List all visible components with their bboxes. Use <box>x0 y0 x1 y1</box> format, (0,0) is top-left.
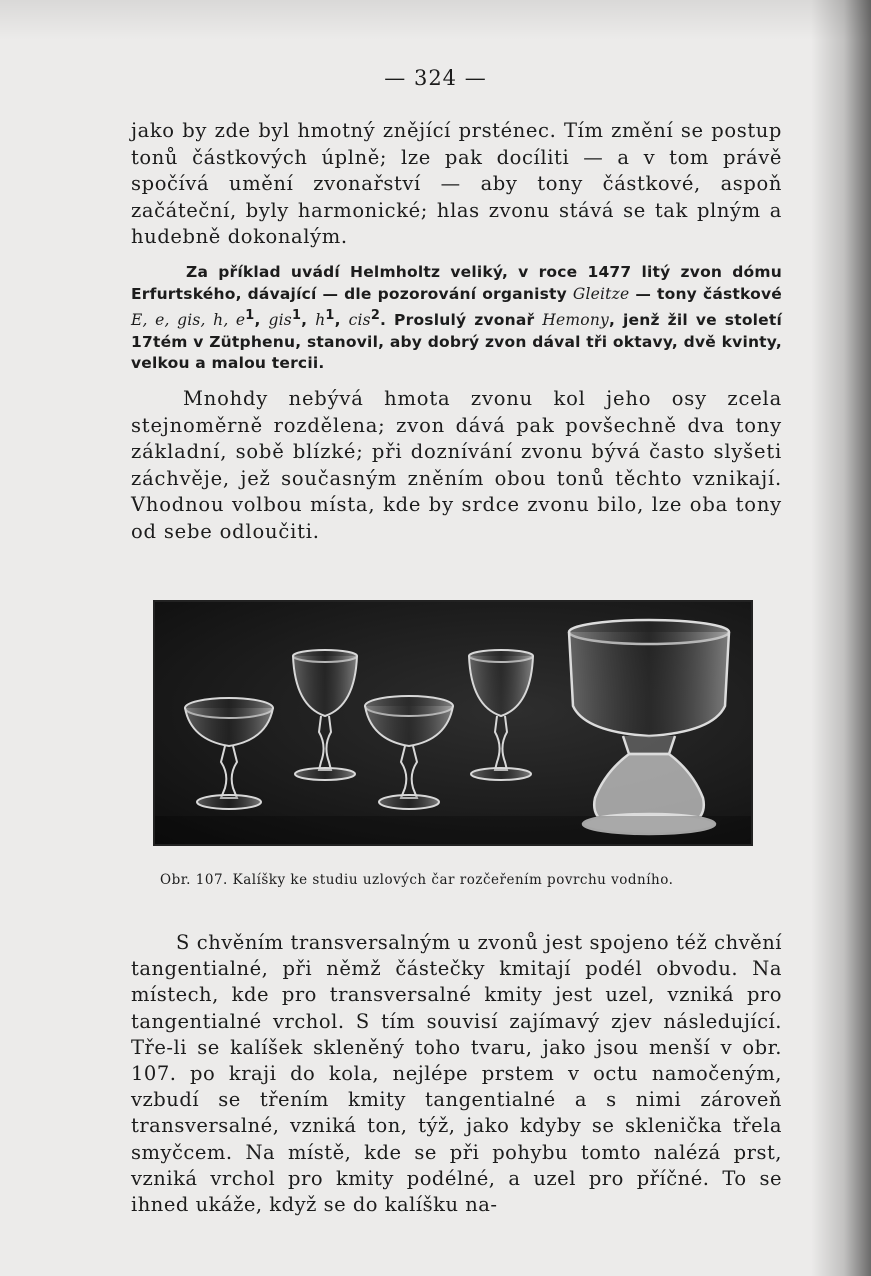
figure-caption: Obr. 107. Kalíšky ke studiu uzlových čar rozčeřením povrchu vodního. <box>160 872 674 888</box>
p2-italic-note: gis <box>268 311 292 330</box>
large-glass-bowl <box>569 620 729 834</box>
page-binding-shadow <box>811 0 871 1276</box>
p2-superscript: 2 <box>370 308 381 323</box>
coupe-glass-2 <box>365 696 453 809</box>
p2-italic-note: cis <box>348 311 371 330</box>
p2-italic-name: Hemony <box>542 311 609 330</box>
figure-107-photo <box>153 600 753 846</box>
paragraph-1: jako by zde byl hmotný znějící prsténec. Tím změní se postup tonů částkových úplně; lze pak docíliti — a v tom právě spočívá umění zvonařství — aby tony částkové, aspoň začáteční, byly harmonické; hlas zvonu stává se tak plným a hudebně dokonalým. <box>131 119 782 248</box>
p2-text: Za příklad uvádí Helmholtz veliký, v roce 1477 litý zvon dómu Erfurtského, dávající — dle pozorování organisty <box>131 263 782 303</box>
wine-glass-1 <box>293 650 357 780</box>
p2-italic-note: h <box>315 311 326 330</box>
p2-superscript: 1 <box>325 308 335 323</box>
coupe-glass-1 <box>185 698 273 809</box>
p2-text: . Proslulý zvonař <box>380 311 543 330</box>
p2-text: , <box>254 311 269 330</box>
paragraph-3: Mnohdy nebývá hmota zvonu kol jeho osy zcela stejnoměrně rozdělena; zvon dává pak povšechně dva tony základní, sobě blízké; při doznívání zvonu bývá často slyšeti záchvěje, jež současným zněním obou tonů těchto vznikají. Vhodnou volbou místa, kde by srdce zvonu bilo, lze oba tony od sebe odloučiti. <box>131 387 782 543</box>
p2-text: , <box>334 311 349 330</box>
table-surface <box>155 816 751 844</box>
p2-italic-notes: E, e, gis, h, e <box>131 311 246 330</box>
p2-superscript: 1 <box>291 308 302 323</box>
page-shadow-top <box>0 0 871 40</box>
p2-text: , <box>301 311 316 330</box>
p2-superscript: 1 <box>245 308 255 323</box>
p2-text: , jenž žil ve století 17tém v Zütphenu, stanovil, aby dobrý zvon dával tři oktavy, dvě kvinty, velkou a malou tercii. <box>131 311 783 373</box>
p2-text: — tony částkové <box>629 284 782 303</box>
p2-italic-name: Gleitze <box>572 284 630 303</box>
page-number: — 324 — <box>384 66 487 90</box>
paragraph-2-small-print <box>131 262 782 375</box>
paragraph-4: S chvěním transversalným u zvonů jest spojeno též chvění tangentialné, při němž částečky kmitají podél obvodu. Na místech, kde pro transversalné kmity jest uzel, vzniká pro tangentialné vrchol. S tím souvisí zajímavý zjev následující. Tře-li se kalíšek skleněný toho tvaru, jako jsou menší v obr. 107. po kraji do kola, nejlépe prstem v octu namočeným, vzbudí se třením kmity tangentialné a s nimi zároveň transversalné, vzniká ton, týž, jako kdyby se sklenička třela smyčcem. Na místě, kde se při pohybu tomto nalézá prst, vzniká vrchol pro kmity podélné, a uzel pro příčné. To se ihned ukáže, když se do kalíšku na- <box>131 931 782 1217</box>
glasses-illustration <box>155 602 751 844</box>
wine-glass-2 <box>469 650 533 780</box>
